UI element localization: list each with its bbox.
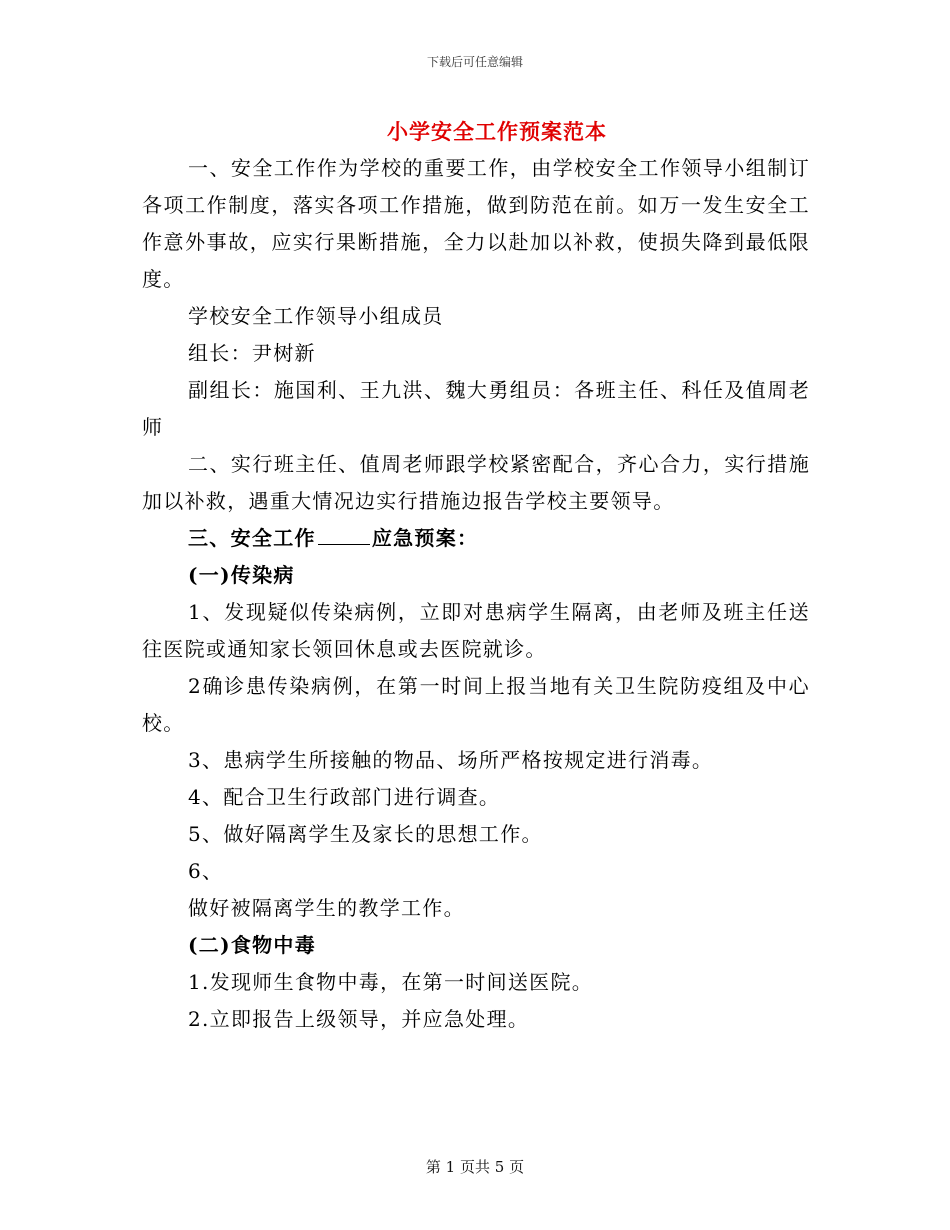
paragraph-4: 副组长：施国利、王九洪、魏大勇组员：各班主任、科任及值周老师 (142, 378, 810, 439)
paragraph-14: 1.发现师生食物中毒，在第一时间送医院。 (188, 970, 594, 994)
paragraph-3: 组长：尹树新 (188, 341, 316, 365)
paragraph-7: 1、发现疑似传染病例，立即对患病学生隔离，由老师及班主任送往医院或通知家长领回休息或去医院就诊。 (142, 600, 810, 661)
section-heading-food-poisoning: (二)食物中毒 (188, 933, 317, 957)
paragraph-6-before: 三、安全工作 (188, 526, 316, 550)
paragraph-2: 学校安全工作领导小组成员 (188, 304, 444, 328)
paragraph-6-after: 应急预案： (371, 526, 479, 550)
paragraph-1: 一、安全工作作为学校的重要工作，由学校安全工作领导小组制订各项工作制度，落实各项工作措施，做到防范在前。如万一发生安全工作意外事故，应实行果断措施，全力以赴加以补救，使损失降到最低限度。 (142, 156, 810, 291)
page-number-footer: 第 1 页共 5 页 (425, 1158, 525, 1176)
paragraph-11: 5、做好隔离学生及家长的思想工作。 (188, 822, 543, 846)
paragraph-6 (142, 520, 810, 557)
paragraph-5: 二、实行班主任、值周老师跟学校紧密配合，齐心合力，实行措施加以补救，遇重大情况边实行措施边报告学校主要领导。 (142, 452, 810, 513)
paragraph-15: 2.立即报告上级领导，并应急处理。 (188, 1007, 530, 1031)
blank-underline (318, 543, 370, 545)
document-title: 小学安全工作预案范本 (387, 119, 607, 144)
section-heading-infectious: (一)传染病 (188, 563, 295, 587)
document-body (142, 150, 810, 1038)
paragraph-10: 4、配合卫生行政部门进行调查。 (188, 785, 501, 809)
paragraph-8: 2确诊患传染病例，在第一时间上报当地有关卫生院防疫组及中心校。 (142, 674, 810, 735)
paragraph-12: 6、 (188, 859, 224, 883)
paragraph-13: 做好被隔离学生的教学工作。 (188, 896, 465, 920)
page-header-note: 下载后可任意编辑 (426, 55, 523, 69)
paragraph-9: 3、患病学生所接触的物品、场所严格按规定进行消毒。 (188, 748, 714, 772)
